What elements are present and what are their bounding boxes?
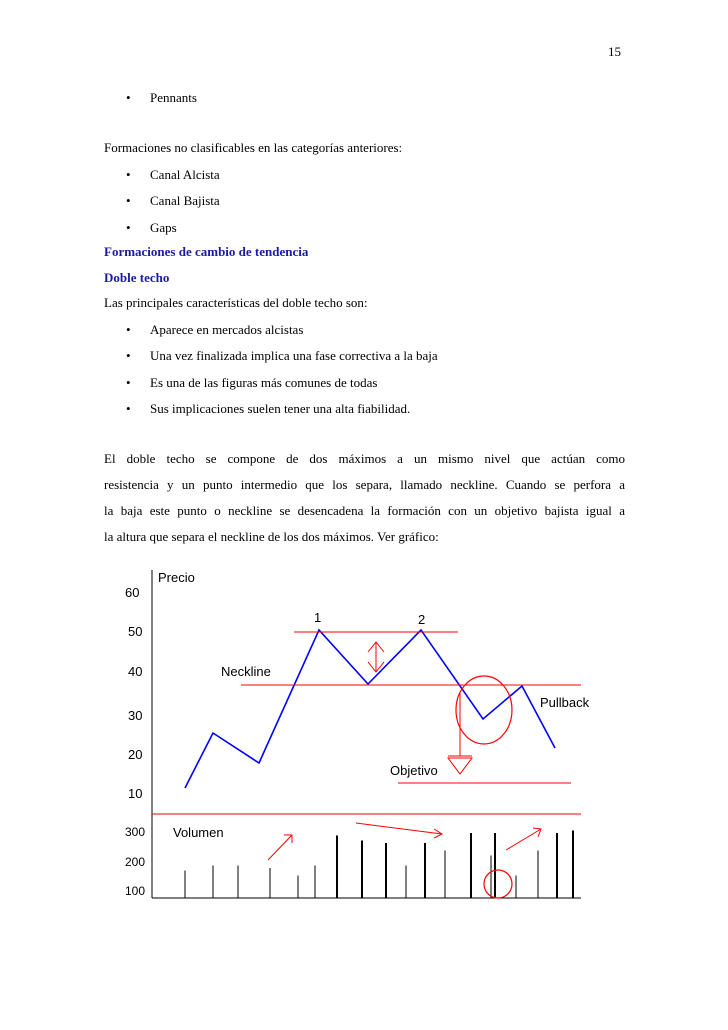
- bullet-icon: •: [126, 90, 131, 105]
- subsection-heading: Doble techo: [104, 270, 170, 285]
- page-number: 15: [608, 44, 621, 59]
- price-tick: 20: [128, 747, 143, 762]
- double-top-chart: [98, 562, 598, 912]
- bullet-icon: •: [126, 322, 131, 337]
- bullet-icon: •: [126, 193, 131, 208]
- arrow-down-icon: [448, 758, 472, 774]
- peak1-label: 1: [314, 610, 322, 625]
- volume-tick: 300: [125, 825, 146, 839]
- neckline-label: Neckline: [221, 664, 271, 679]
- price-tick: 10: [128, 786, 143, 801]
- volume-trend-up-2: [506, 829, 541, 850]
- intro-other: Formaciones no clasificables en las categorías anteriores:: [104, 140, 403, 155]
- volume-trend-down: [356, 823, 442, 834]
- volume-tick: 200: [125, 855, 146, 869]
- target-label: Objetivo: [390, 763, 438, 778]
- pullback-circle: [456, 676, 512, 744]
- chart-svg: [98, 562, 598, 907]
- paragraph-line: resistencia y un punto intermedio que los separa, llamado neckline. Cuando se perfora a: [104, 477, 625, 492]
- volume-bars: [185, 831, 573, 899]
- volume-circle: [484, 870, 512, 898]
- intro-features: Las principales características del doble techo son:: [104, 295, 368, 310]
- price-series-line: [185, 630, 555, 788]
- paragraph-line: la baja este punto o neckline se desencadena la formación con un objetivo bajista igual a: [104, 503, 625, 518]
- price-tick: 40: [128, 664, 143, 679]
- bullet-icon: •: [126, 375, 131, 390]
- section-heading: Formaciones de cambio de tendencia: [104, 244, 309, 259]
- volume-label: Volumen: [173, 825, 224, 840]
- price-tick: 50: [128, 624, 143, 639]
- price-label: Precio: [158, 570, 195, 585]
- bullet-icon: •: [126, 401, 131, 416]
- volume-trend-up: [268, 835, 292, 860]
- price-tick: 30: [128, 708, 143, 723]
- paragraph-line: la altura que separa el neckline de los dos máximos. Ver gráfico:: [104, 529, 439, 544]
- bullet-icon: •: [126, 348, 131, 363]
- paragraph-line: El doble techo se compone de dos máximos a un mismo nivel que actúan como: [104, 451, 625, 466]
- volume-tick: 100: [125, 884, 146, 898]
- peak2-label: 2: [418, 612, 426, 627]
- bullet-icon: •: [126, 167, 131, 182]
- bullet-icon: •: [126, 220, 131, 235]
- price-tick: 60: [125, 585, 140, 600]
- pullback-label: Pullback: [540, 695, 590, 710]
